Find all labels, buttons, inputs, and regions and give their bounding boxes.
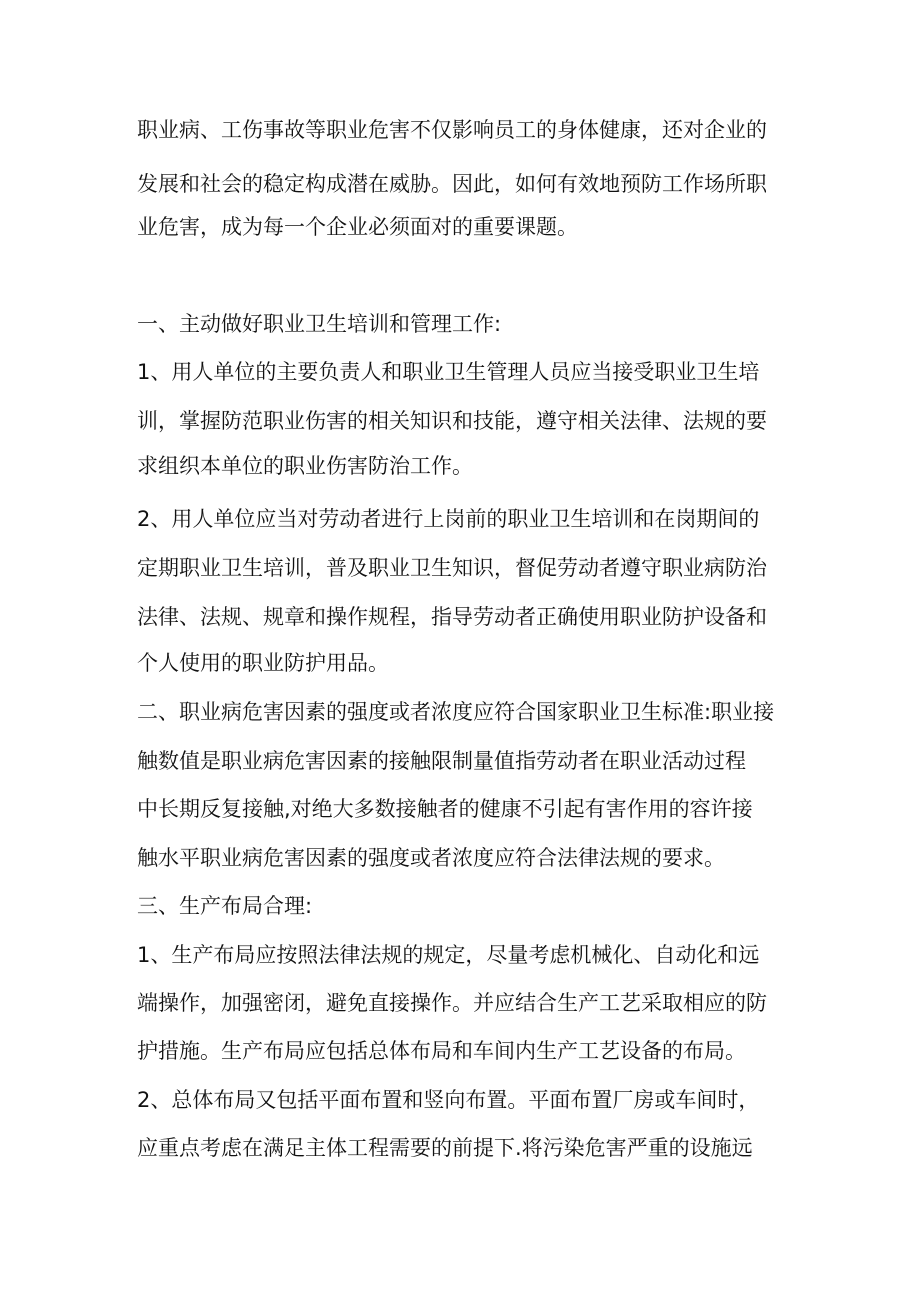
paragraph-line: 1、生产布局应按照法律法规的规定，尽量考虑机械化、自动化和远	[137, 943, 760, 967]
paragraph-line: 求组织本单位的职业伤害防治工作。	[137, 454, 473, 478]
paragraph-line: 个人使用的职业防护用品。	[137, 651, 389, 675]
paragraph-line: 中长期反复接触,对绝大多数接触者的健康不引起有害作用的容许接	[137, 797, 753, 821]
section-heading: 一、主动做好职业卫生培训和管理工作:	[137, 312, 502, 336]
paragraph-line: 2、用人单位应当对劳动者进行上岗前的职业卫生培训和在岗期间的	[137, 507, 760, 531]
paragraph-line: 职业病、工伤事故等职业危害不仅影响员工的身体健康，还对企业的	[137, 118, 767, 142]
paragraph-line: 1、用人单位的主要负责人和职业卫生管理人员应当接受职业卫生培	[137, 360, 760, 384]
paragraph-line: 应重点考虑在满足主体工程需要的前提下.将污染危害严重的设施远	[137, 1136, 753, 1160]
paragraph-line: 发展和社会的稳定构成潜在威胁。因此，如何有效地预防工作场所职	[137, 172, 767, 196]
paragraph-line: 端操作，加强密闭，避免直接操作。并应结合生产工艺采取相应的防	[137, 991, 767, 1015]
paragraph-line: 业危害，成为每一个企业必须面对的重要课题。	[137, 215, 578, 239]
paragraph-line: 2、总体布局又包括平面布置和竖向布置。平面布置厂房或车间时，	[137, 1088, 760, 1112]
section-heading: 三、生产布局合理:	[137, 894, 313, 918]
paragraph-line: 触水平职业病危害因素的强度或者浓度应符合法律法规的要求。	[137, 846, 725, 870]
paragraph-line: 触数值是职业病危害因素的接触限制量值指劳动者在职业活动过程	[137, 749, 746, 773]
paragraph-line: 法律、法规、规章和操作规程，指导劳动者正确使用职业防护设备和	[137, 605, 767, 629]
section-heading: 二、职业病危害因素的强度或者浓度应符合国家职业卫生标准:职业接	[137, 700, 775, 724]
paragraph-line: 训，掌握防范职业伤害的相关知识和技能，遵守相关法律、法规的要	[137, 409, 767, 433]
paragraph-line: 护措施。生产布局应包括总体布局和车间内生产工艺设备的布局。	[137, 1039, 746, 1063]
paragraph-line: 定期职业卫生培训，普及职业卫生知识，督促劳动者遵守职业病防治	[137, 556, 767, 580]
